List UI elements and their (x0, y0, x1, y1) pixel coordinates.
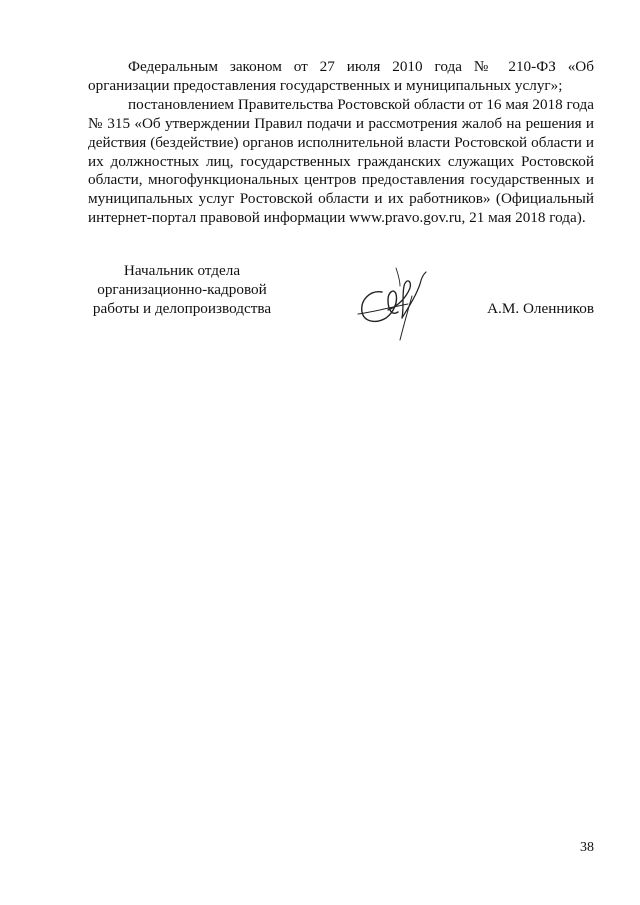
signature-block (82, 262, 602, 352)
page-number: 38 (580, 840, 594, 855)
signer-position-line: Начальник отдела (123, 262, 241, 279)
handwritten-signature-icon (352, 262, 436, 346)
document-body (88, 58, 594, 228)
paragraph-regional-resolution: постановлением Правительства Ростовской области от 16 мая 2018 года № 315 «Об утверждении Правил подачи и рассмотрения жалоб на решения и действия (бездействие) органов исполнительной власти Ростовской области и их должностных лиц, государственных гражданских служащих Ростовской области, многофункциональных центров предоставления государственных и муниципальных услуг Ростовской области и их работников» (Официальный интернет-портал правовой информации www.pravo.gov.ru, 21 мая 2018 года). (88, 95, 595, 227)
signer-name: А.М. Оленников (487, 300, 594, 317)
signer-position (82, 262, 282, 319)
signer-position-line: организационно-кадровой (97, 280, 267, 298)
signer-position-line: работы и делопроизводства (92, 299, 272, 317)
paragraph-federal-law: Федеральным законом от 27 июля 2010 года № 210-ФЗ «Об организации предоставления государственных и муниципальных услуг»; (88, 58, 594, 94)
